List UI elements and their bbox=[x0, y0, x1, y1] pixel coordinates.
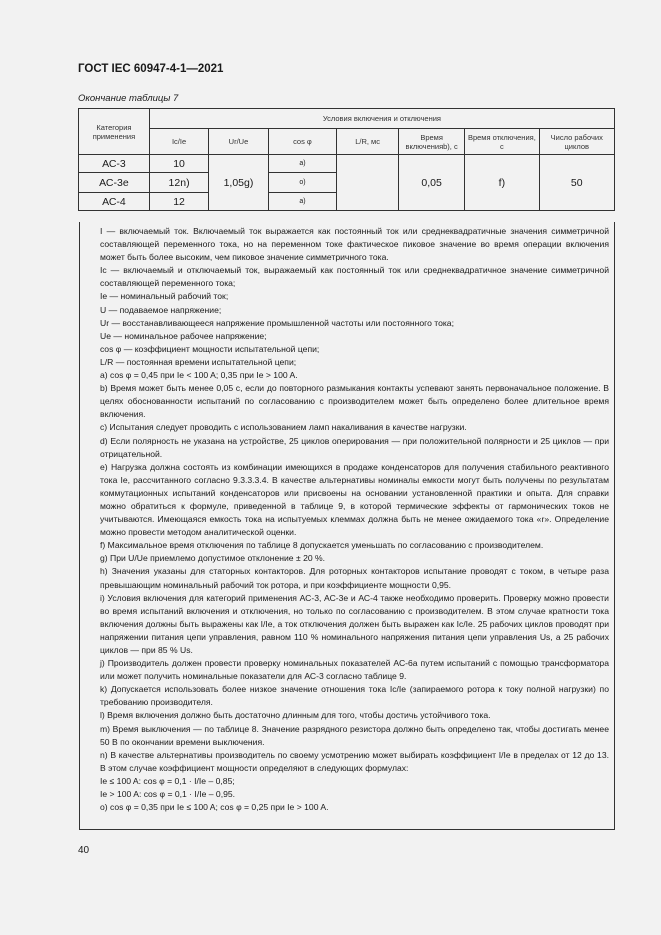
page-number: 40 bbox=[78, 845, 90, 856]
table-cell-category: АС-4 bbox=[79, 193, 150, 211]
footnote-i: i) Условия включения для категорий применения АС-3, АС-3е и АС-4 также необходимо проверить. Проверку можно провести во время испытаний включения и отключения, но только по согласованию с производителем. В этом случае кратности тока включения должны быть выражены как I/Ie, а ток отключения должен быть выражен как Ic/Ie. 25 рабочих циклов проводят при напряжении питания цепи управления, равном 110 % номинального напряжения питания цепи управления Us, а 25 рабочих циклов — при 85 % Us. bbox=[100, 592, 609, 655]
footnote-a: a) cos φ = 0,45 при Ie < 100 A; 0,35 при Ie > 100 A. bbox=[100, 370, 298, 381]
table-cell-ratio: 10 bbox=[149, 155, 208, 173]
footnote-m: m) Время выключения — по таблице 8. Значение разрядного резистора должно быть определено так, чтобы достигать менее 50 В по окончании времени выключения. bbox=[100, 723, 609, 747]
header-group: Условия включения и отключения bbox=[149, 109, 614, 129]
table-cell-category: АС-3е bbox=[79, 173, 150, 193]
header-lr: L/R, мс bbox=[337, 129, 399, 155]
table-cell-on-time: 0,05 bbox=[398, 155, 464, 211]
note-item: cos φ — коэффициент мощности испытательной цепи; bbox=[100, 343, 320, 354]
note-item: Ue — номинальное рабочее напряжение; bbox=[100, 330, 267, 341]
header-ratio-u: Ur/Ue bbox=[209, 129, 268, 155]
conditions-table bbox=[78, 108, 615, 211]
table-cell-u-ratio: 1,05g) bbox=[209, 155, 268, 211]
header-cycles: Число рабочих циклов bbox=[539, 129, 614, 155]
note-item: Ie — номинальный рабочий ток; bbox=[100, 291, 229, 302]
note-item: Ic — включаемый и отключаемый ток, выражаемый как постоянный ток или среднеквадратичное значение симметричной составляющей переменного тока; bbox=[100, 265, 609, 289]
table-cell-cycles: 50 bbox=[539, 155, 614, 211]
note-item: I — включаемый ток. Включаемый ток выражается как постоянный ток или среднеквадратичные значения симметричной составляющей переменного тока, но на переменном токе фактическое пиковое значение во время операции включения может быть более высоким, чем пиковое значение симметричного тока. bbox=[100, 226, 609, 263]
footnote-o: o) cos φ = 0,35 при Ie ≤ 100 A; cos φ = 0,25 при Ie > 100 A. bbox=[100, 802, 329, 813]
header-category: Категория применения bbox=[79, 109, 150, 155]
formula-line: Ie > 100 A: cos φ = 0,1 · I/Ie – 0,95. bbox=[100, 789, 236, 800]
footnote-j: j) Производитель должен провести проверку номинальных показателей АС-6а путем испытаний с помощью трансформатора или может получить номинальные показатели для АС-3 согласно таблице 9. bbox=[100, 658, 609, 682]
footnote-e: e) Нагрузка должна состоять из комбинации имеющихся в продаже конденсаторов для получения стабильного реактивного тока Ie, рассчитанного согласно 9.3.3.3.4. В качестве альтернативы номиналы емкости могут быть получены по результатам коммутационных испытаний конденсаторов или присвоены на основании установленной практики и опыта. Для справки можно обратиться к формуле, приведенной в таблице 9, в которой термические эффекты от гармонических токов не учитываются. Имеющаяся емкость тока на испытуемых клеммах должна быть не менее ожидаемого тока «r». Определение можно провести методом аналитической оценки. bbox=[100, 461, 609, 538]
header-cos: cos φ bbox=[268, 129, 337, 155]
footnote-l: l) Время включения должно быть достаточно длинным для того, чтобы достичь устойчивого тока. bbox=[100, 710, 491, 721]
footnote-n: n) В качестве альтернативы производитель по своему усмотрению может выбирать коэффициент I/Ie в пределах от 12 до 13. В этом случае коэффициент мощности определяют в следующих формулах: bbox=[100, 749, 609, 773]
note-item: Ur — восстанавливающееся напряжение промышленной частоты или постоянного тока; bbox=[100, 317, 454, 328]
note-item: L/R — постоянная времени испытательной цепи; bbox=[100, 356, 297, 367]
table-cell-cos: a) bbox=[268, 193, 337, 211]
document-header: ГОСТ IEC 60947-4-1—2021 bbox=[78, 63, 224, 75]
table-cell-lr bbox=[337, 155, 399, 211]
note-item: U — подаваемое напряжение; bbox=[100, 304, 222, 315]
table-cell-category: АС-3 bbox=[79, 155, 150, 173]
footnote-k: k) Допускается использовать более низкое значение отношения тока Ic/Ie (запираемого ротора к току полной нагрузки) по требованию производителя. bbox=[100, 684, 609, 708]
footnote-d: d) Если полярность не указана на устройстве, 25 циклов оперирования — при положительной полярности и 25 циклов — при отрицательной. bbox=[100, 435, 609, 459]
footnote-c: c) Испытания следует проводить с использованием ламп накаливания в качестве нагрузки. bbox=[100, 422, 467, 433]
header-on-time: Время включенияb), с bbox=[398, 129, 464, 155]
footnote-h: h) Значения указаны для статорных контакторов. Для роторных контакторов испытание проводят с током, в четыре раза превышающим номинальный рабочий ток ротора, и при коэффициенте мощности 0,95. bbox=[100, 566, 609, 590]
footnote-g: g) При U/Ue приемлемо допустимое отклонение ± 20 %. bbox=[100, 553, 326, 564]
footnote-b: b) Время может быть менее 0,05 с, если до повторного размыкания контакты успевают занять первоначальное положение. В целях обоснованности испытаний по согласованию с производителем может быть определено более длительное время включения. bbox=[100, 383, 609, 420]
table-cell-cos: o) bbox=[268, 173, 337, 193]
footnote-f: f) Максимальное время отключения по таблице 8 допускается уменьшать по согласованию с производителем. bbox=[100, 540, 544, 551]
table-cell-ratio: 12 bbox=[149, 193, 208, 211]
header-off-time: Время отключения, с bbox=[465, 129, 539, 155]
table-notes bbox=[79, 222, 615, 830]
table-cell-cos: a) bbox=[268, 155, 337, 173]
table-cell-off-time: f) bbox=[465, 155, 539, 211]
table-cell-ratio: 12n) bbox=[149, 173, 208, 193]
table-caption: Окончание таблицы 7 bbox=[78, 93, 179, 104]
formula-line: Ie ≤ 100 A: cos φ = 0,1 · I/Ie – 0,85; bbox=[100, 775, 235, 786]
header-ratio-i: Ic/Ie bbox=[149, 129, 208, 155]
